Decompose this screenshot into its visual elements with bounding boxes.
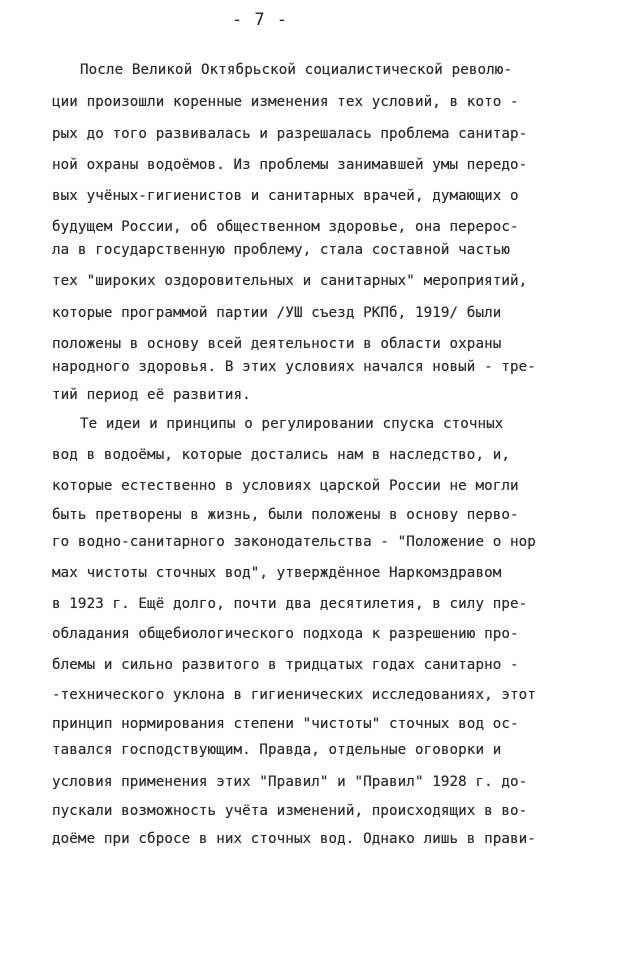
text-line: обладания общебиологического подхода к разрешению про- bbox=[52, 626, 519, 642]
text-line: доёме при сбросе в них сточных вод. Однако лишь в прави- bbox=[52, 831, 536, 847]
text-line: которые программой партии /УШ съезд РКПб, 1919/ были bbox=[52, 305, 502, 321]
text-line: принцип нормирования степени "чистоты" сточных вод ос- bbox=[52, 716, 519, 732]
text-line: пускали возможность учёта изменений, происходящих в во- bbox=[52, 803, 528, 819]
text-line: Те идеи и принципы о регулировании спуска сточных bbox=[80, 416, 504, 432]
text-line: го водно-санитарного законодательства - "Положение о нор bbox=[52, 534, 536, 550]
text-line: ла в государственную проблему, стала составной частью bbox=[52, 242, 511, 258]
text-line: блемы и сильно развитого в тридцатых годах санитарно - bbox=[52, 657, 519, 673]
text-line: которые естественно в условиях царской России не могли bbox=[52, 478, 519, 494]
text-line: мах чистоты сточных вод", утверждённое Наркомздравом bbox=[52, 565, 502, 581]
text-line: рых до того развивалась и разрешалась проблема санитар- bbox=[52, 126, 528, 142]
text-line: будущем России, об общественном здоровье, она перерос- bbox=[52, 219, 519, 235]
text-line: народного здоровья. В этих условиях начался новый - тре- bbox=[52, 359, 536, 375]
text-line: вых учёных-гигиенистов и санитарных врачей, думающих о bbox=[52, 188, 519, 204]
text-line: вод в водоёмы, которые достались нам в наследство, и, bbox=[52, 447, 511, 463]
text-line: ной охраны водоёмов. Из проблемы занимавшей умы передо- bbox=[52, 157, 528, 173]
text-line: ции произошли коренные изменения тех условий, в кото - bbox=[52, 94, 519, 110]
text-line: После Великой Октябрьской социалистической револю- bbox=[80, 62, 513, 78]
text-line: тех "широких оздоровительных и санитарных" мероприятий, bbox=[52, 273, 528, 289]
text-line: условия применения этих "Правил" и "Правил" 1928 г. до- bbox=[52, 774, 528, 790]
text-line: в 1923 г. Ещё долго, почти два десятилетия, в силу пре- bbox=[52, 596, 528, 612]
text-line: -технического уклона в гигиенических исследованиях, этот bbox=[52, 687, 536, 703]
text-line: положены в основу всей деятельности в области охраны bbox=[52, 336, 502, 352]
text-line: тий период её развития. bbox=[52, 387, 251, 403]
text-line: тавался господствующим. Правда, отдельные оговорки и bbox=[52, 742, 502, 758]
text-line: быть претворены в жизнь, были положены в основу перво- bbox=[52, 507, 519, 523]
page-number: - 7 - bbox=[231, 10, 289, 30]
